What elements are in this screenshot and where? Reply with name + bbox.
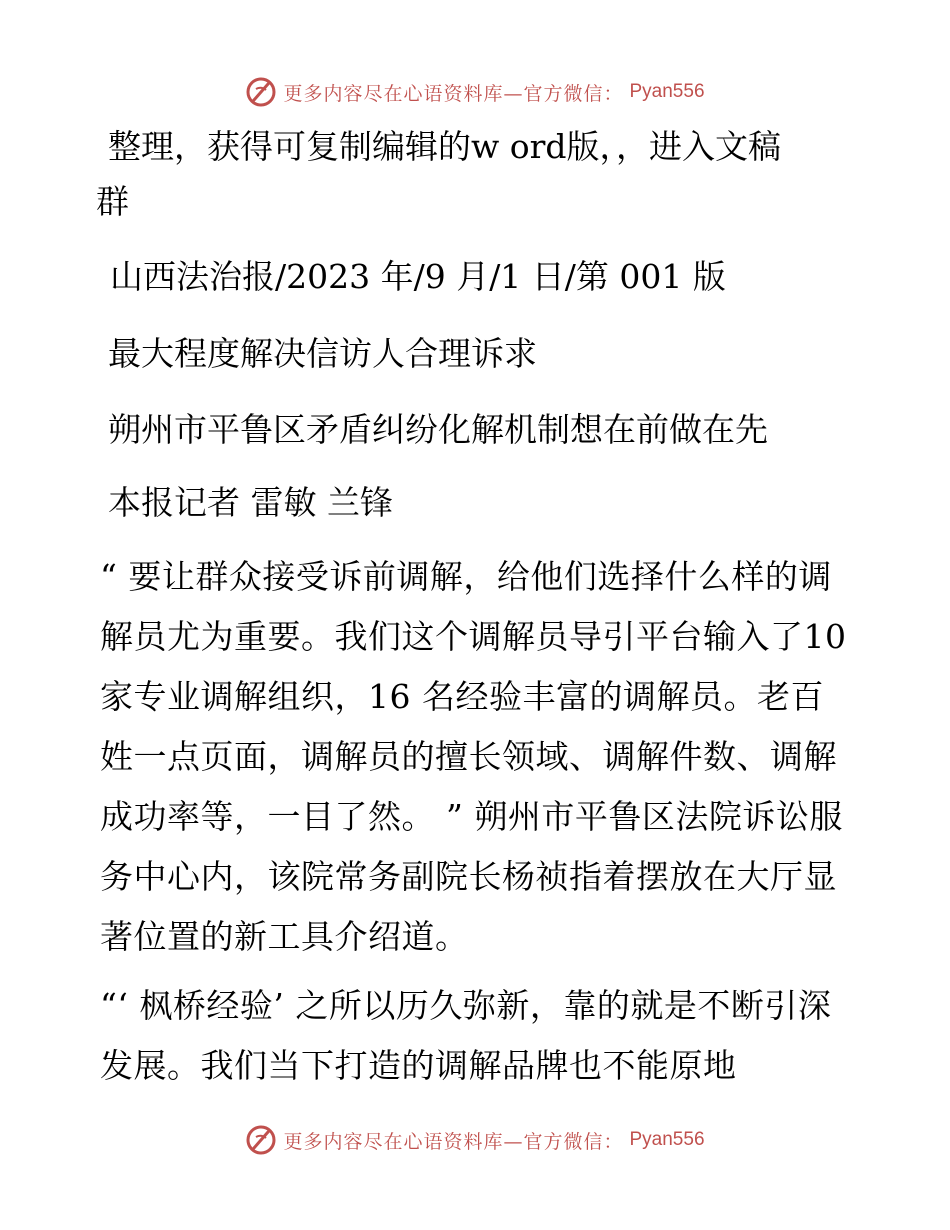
watermark-handle: Pyan556 [629, 81, 705, 102]
watermark-handle: Pyan556 [629, 1129, 705, 1150]
watermark-text: 更多内容尽在心语资料库—官方微信： [283, 1130, 624, 1153]
watermark-header [0, 72, 950, 112]
intro-line-2: 群 [96, 182, 129, 221]
source-line: 山西法治报/2023 年/9 月/1 日/第 001 版 [110, 257, 726, 296]
watermark-logo-icon [245, 1124, 277, 1156]
watermark-logo-icon [245, 76, 277, 108]
byline: 本报记者 雷敏 兰锋 [108, 483, 393, 522]
body-paragraph-1: “ 要让群众接受诉前调解，给他们选择什么样的调解员尤为重要。我们这个调解员导引平台输入了10 家专业调解组织，16 名经验丰富的调解员。老百姓一点页面，调解员的擅长领域、调解件数、调解成功率等，一目了然。 ” 朔州市平鲁区法院诉讼服务中心内，该院常务副院长杨祯指着摆放在大厅显著位置的新工具介绍道。 [100, 557, 847, 956]
watermark-footer [0, 1120, 950, 1160]
body-paragraph-2: “‘ 枫桥经验’ 之所以历久弥新，靠的就是不断引深发展。我们当下打造的调解品牌也不能原地 [100, 986, 832, 1085]
subheadline: 朔州市平鲁区矛盾纠纷化解机制想在前做在先 [108, 410, 768, 449]
headline: 最大程度解决信访人合理诉求 [108, 334, 537, 373]
watermark-text: 更多内容尽在心语资料库—官方微信： [283, 82, 624, 105]
intro-line-1: 整理，获得可复制编辑的w ord版，，进入文稿 [108, 127, 782, 166]
